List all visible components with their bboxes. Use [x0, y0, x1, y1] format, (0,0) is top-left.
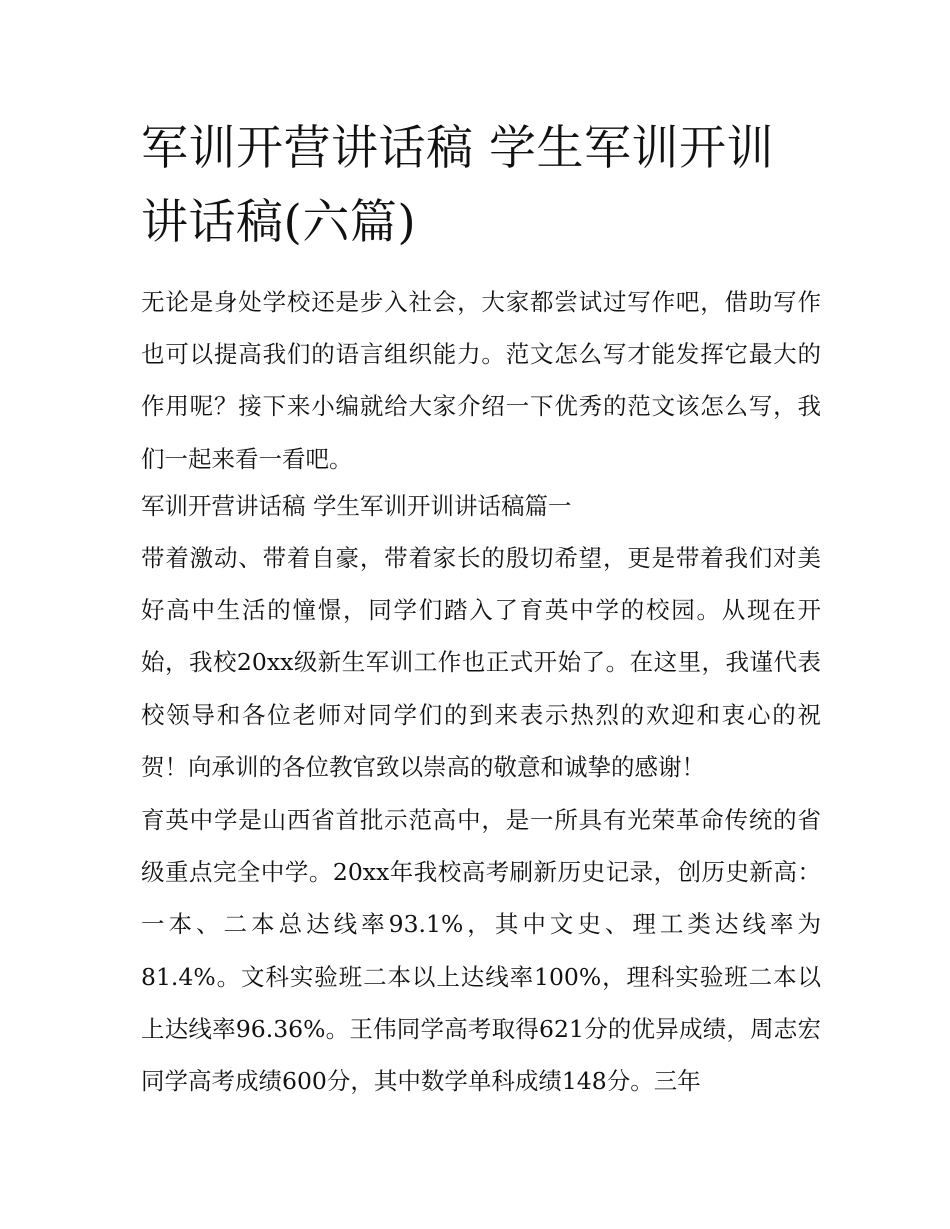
body-paragraph-2: 育英中学是山西省首批示范高中，是一所具有光荣革命传统的省级重点完全中学。20xx年我校高考刷新历史记录，创历史新高：一本、二本总达线率93.1%，其中文史、理工类达线率为81.4%。文科实验班二本以上达线率100%，理科实验班二本以上达线率96.36%。王伟同学高考取得621分的优异成绩，周志宏同学高考成绩600分，其中数学单科成绩148分。三年 — [141, 806, 821, 1096]
section-heading: 军训开营讲话稿 学生军训开训讲话稿篇一 — [141, 492, 572, 520]
document-title: 军训开营讲话稿 学生军训开训讲话稿(六篇) — [141, 121, 774, 250]
intro-paragraph: 无论是身处学校还是步入社会，大家都尝试过写作吧，借助写作也可以提高我们的语言组织能力。范文怎么写才能发挥它最大的作用呢？接下来小编就给大家介绍一下优秀的范文该怎么写，我们一起来看一看吧。 — [141, 288, 821, 473]
body-paragraph-1: 带着激动、带着自豪，带着家长的殷切希望，更是带着我们对美好高中生活的憧憬，同学们踏入了育英中学的校园。从现在开始，我校20xx级新生军训工作也正式开始了。在这里，我谨代表校领导和各位老师对同学们的到来表示热烈的欢迎和衷心的祝贺！向承训的各位教官致以崇高的敬意和诚挚的感谢！ — [141, 544, 821, 781]
